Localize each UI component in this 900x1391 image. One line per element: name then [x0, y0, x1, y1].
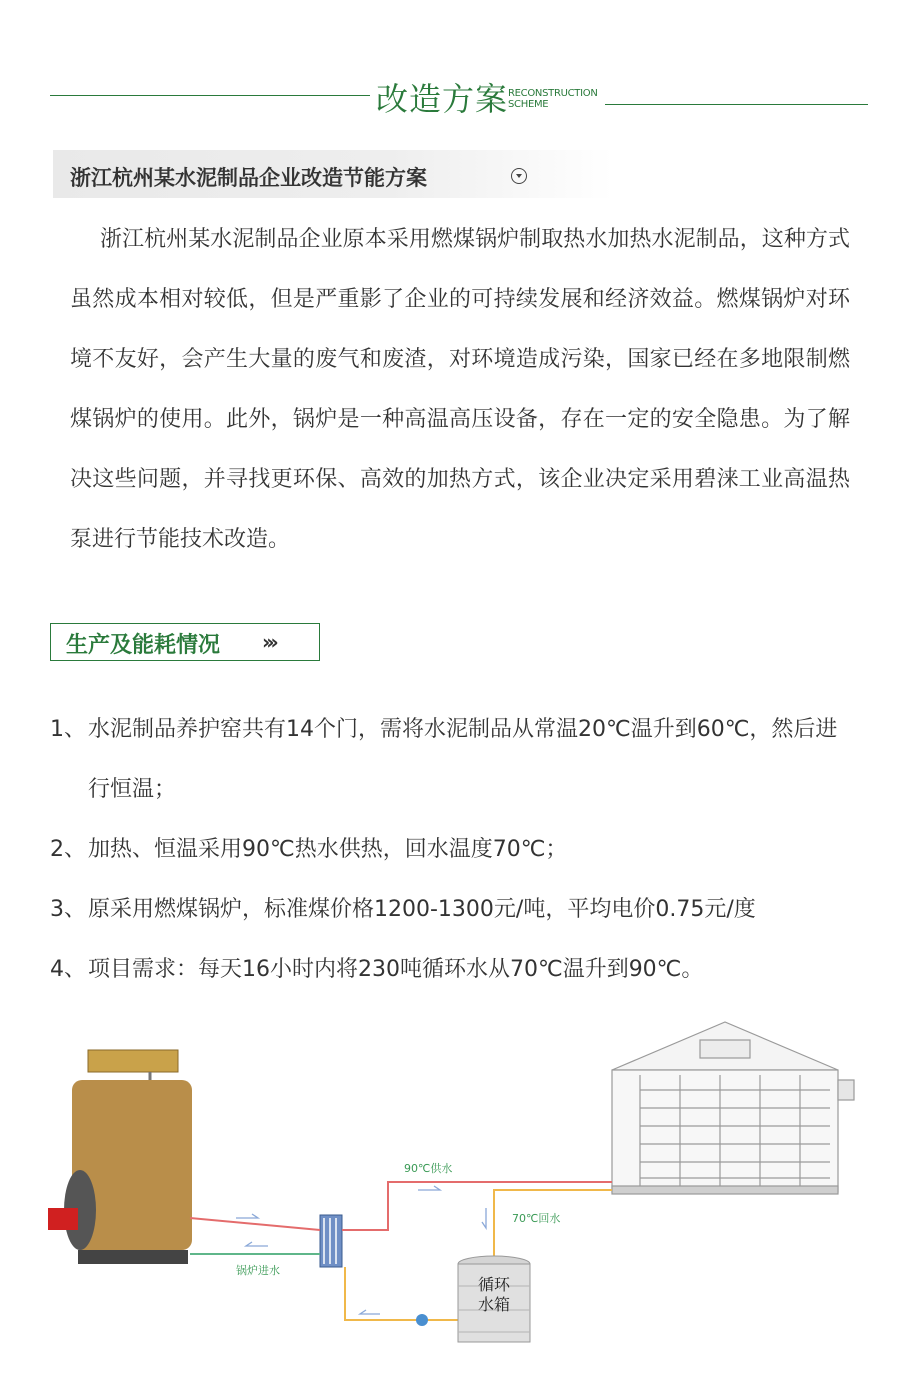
- list-item: [50, 940, 850, 1000]
- heat-exchanger-illustration: [320, 1215, 342, 1267]
- curing-kiln-illustration: [612, 1022, 854, 1194]
- triple-chevron-icon: ›››: [262, 630, 275, 654]
- production-tag-label: 生产及能耗情况: [66, 633, 221, 658]
- header-subtitle-line2: SCHEME: [508, 99, 549, 110]
- list-item: [50, 700, 850, 820]
- tank-label-line2: 水箱: [478, 1295, 511, 1314]
- hot-supply-pipe: [190, 1218, 320, 1230]
- production-list: [50, 700, 850, 1000]
- header-divider-right: [605, 104, 868, 105]
- pipe-network: [190, 1182, 612, 1320]
- list-item-text: 原采用燃煤锅炉，标准煤价格1200-1300元/吨，平均电价0.75元/度: [88, 897, 756, 922]
- flow-arrows: [236, 1186, 486, 1314]
- tank-label-line1: 循环: [478, 1275, 511, 1294]
- system-diagram: [0, 1010, 900, 1391]
- coal-boiler-illustration: [48, 1050, 192, 1264]
- header-subtitle-en: [508, 88, 598, 110]
- list-item-number: 4、: [50, 957, 86, 982]
- header-title: 改造方案: [376, 80, 509, 118]
- list-item-text: 加热、恒温采用90℃热水供热，回水温度70℃；: [88, 837, 568, 862]
- list-item-text: 项目需求：每天16小时内将230吨循环水从70℃温升到90℃。: [88, 957, 704, 982]
- expand-circle-icon[interactable]: [511, 168, 527, 184]
- supply-label: 90℃供水: [404, 1162, 453, 1175]
- list-item-text: 水泥制品养护窑共有14个门，需将水泥制品从常温20℃温升到60℃，然后进行恒温；: [88, 717, 838, 802]
- list-item-number: 2、: [50, 837, 86, 862]
- return-label: 70℃回水: [512, 1212, 561, 1225]
- section-title: 浙江杭州某水泥制品企业改造节能方案: [70, 166, 427, 190]
- section-paragraph: 浙江杭州某水泥制品企业原本采用燃煤锅炉制取热水加热水泥制品，这种方式虽然成本相对较低，但是严重影了企业的可持续发展和经济效益。燃煤锅炉对环境不友好，会产生大量的废气和废渣，对环境造成污染，国家已经在多地限制燃煤锅炉的使用。此外，锅炉是一种高温高压设备，存在一定的安全隐患。为了解决这些问题，并寻找更环保、高效的加热方式，该企业决定采用碧涞工业高温热泵进行节能技术改造。: [70, 227, 850, 552]
- list-item-number: 3、: [50, 897, 86, 922]
- circulation-pump-icon: [416, 1314, 428, 1326]
- boiler-inlet-label: 锅炉进水: [236, 1264, 280, 1277]
- header-divider-left: [50, 95, 370, 96]
- list-item-number: 1、: [50, 717, 86, 742]
- header-subtitle-line1: RECONSTRUCTION: [508, 88, 598, 99]
- list-item: [50, 880, 850, 940]
- list-item: [50, 820, 850, 880]
